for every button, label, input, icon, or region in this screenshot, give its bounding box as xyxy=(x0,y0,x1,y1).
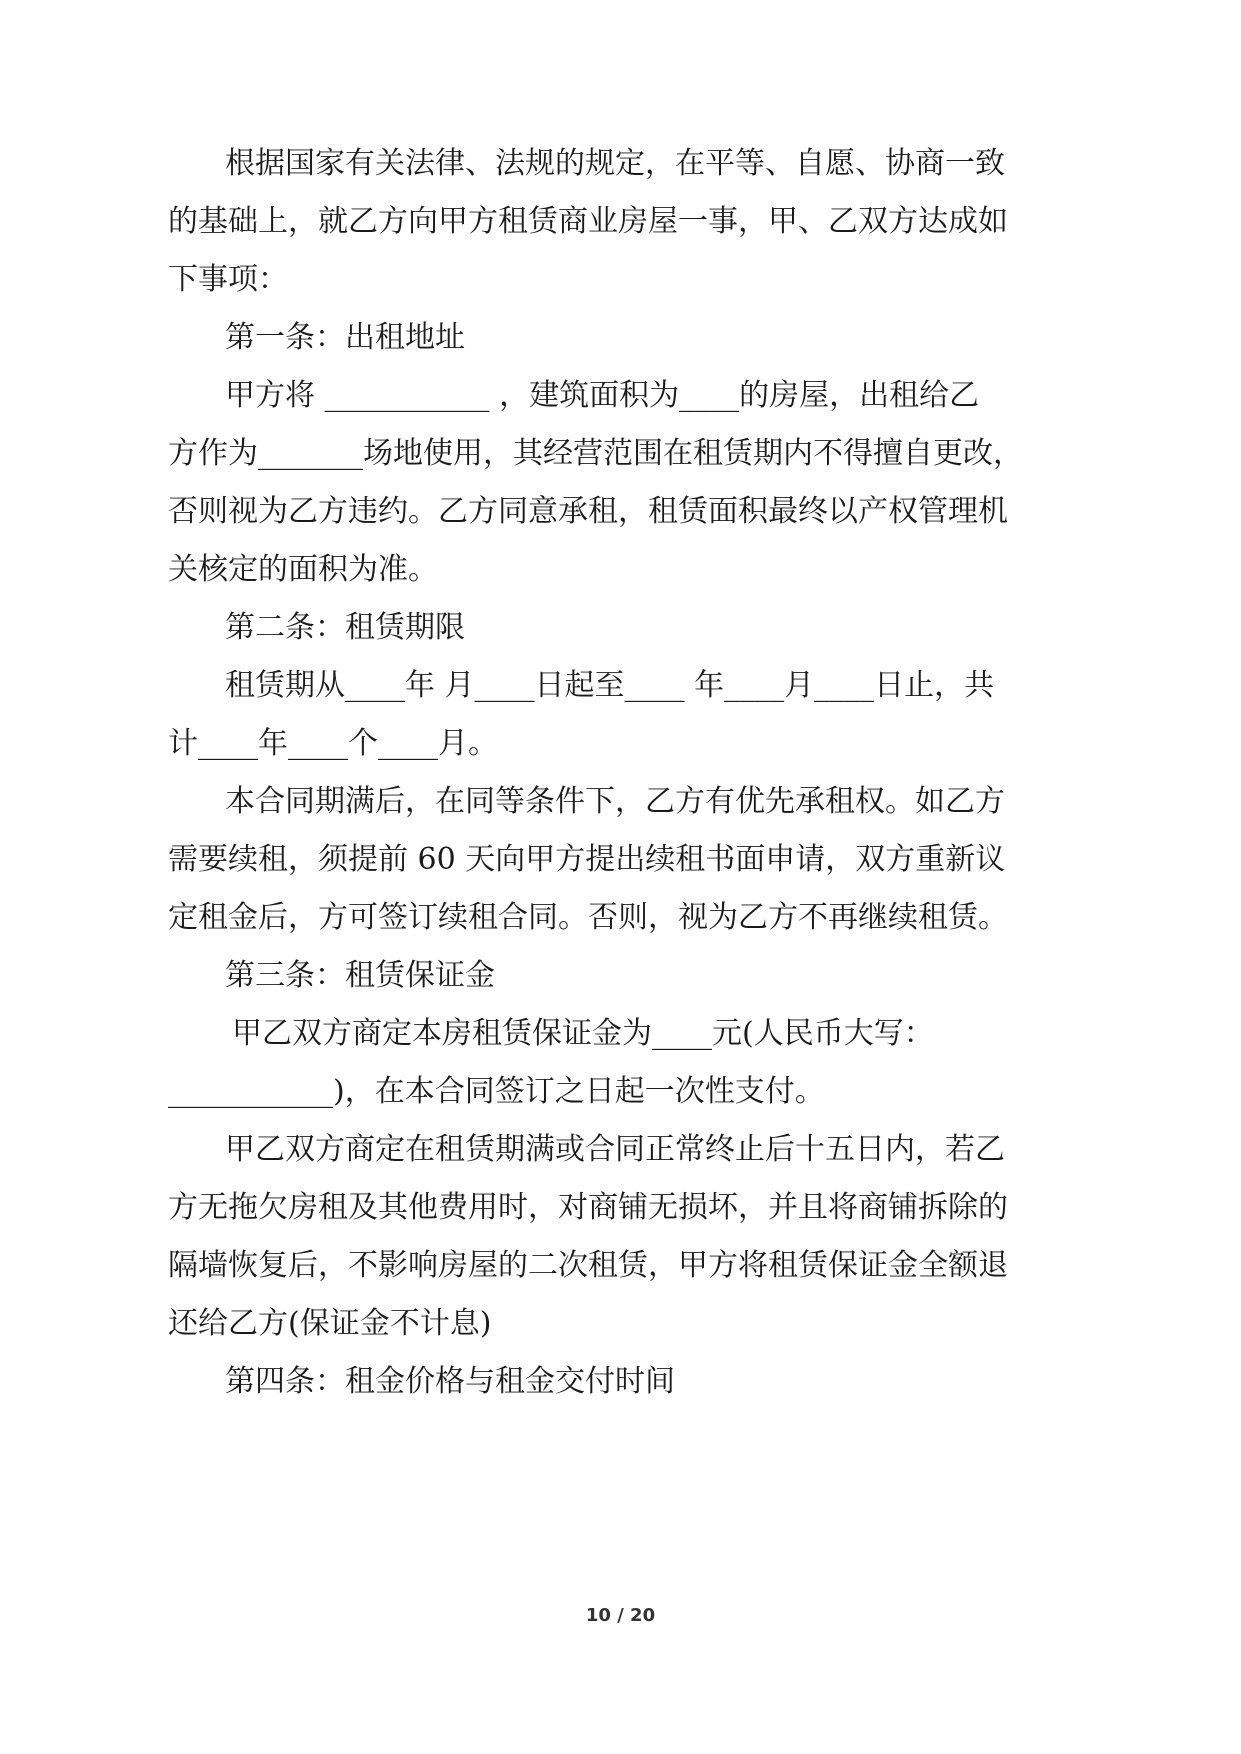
text-line: 方无拖欠房租及其他费用时，对商铺无损坏，并且将商铺拆除的 xyxy=(168,1190,1008,1225)
text-line: 需要续租，须提前 60 天向甲方提出续租书面申请，双方重新议 xyxy=(168,842,1006,877)
text-line: 计____年____个____月。 xyxy=(168,726,498,761)
text-line: 本合同期满后，在同等条件下，乙方有优先承租权。如乙方 xyxy=(225,784,1005,819)
text-line: 否则视为乙方违约。乙方同意承租，租赁面积最终以产权管理机 xyxy=(168,494,1008,529)
text-line: 甲乙双方商定在租赁期满或合同正常终止后十五日内，若乙 xyxy=(225,1132,1005,1167)
section-heading: 第四条：租金价格与租金交付时间 xyxy=(225,1364,675,1399)
text-line: 下事项： xyxy=(168,262,288,297)
section-heading: 第一条：出租地址 xyxy=(225,320,465,355)
text-line: 方作为_______场地使用，其经营范围在租赁期内不得擅自更改， xyxy=(168,436,1023,471)
text-line: ___________)，在本合同签订之日起一次性支付。 xyxy=(168,1074,825,1109)
text-line: 的基础上，就乙方向甲方租赁商业房屋一事，甲、乙双方达成如 xyxy=(168,204,1008,239)
text-line: 关核定的面积为准。 xyxy=(168,552,438,587)
text-line: 甲方将 ___________ ，建筑面积为____的房屋，出租给乙 xyxy=(225,378,980,413)
page-number: 10 / 20 xyxy=(585,1605,656,1626)
section-heading: 第二条：租赁期限 xyxy=(225,610,465,645)
text-line: 定租金后，方可签订续租合同。否则，视为乙方不再继续租赁。 xyxy=(168,900,1008,935)
section-heading: 第三条：租赁保证金 xyxy=(225,958,495,993)
text-line: 还给乙方(保证金不计息) xyxy=(168,1306,492,1341)
text-line: 根据国家有关法律、法规的规定，在平等、自愿、协商一致 xyxy=(225,146,1005,181)
text-line: 隔墙恢复后，不影响房屋的二次租赁，甲方将租赁保证金全额退 xyxy=(168,1248,1008,1283)
text-line: 甲乙双方商定本房租赁保证金为____元(人民币大写： xyxy=(232,1016,934,1051)
text-line: 租赁期从____年 月____日起至____ 年____月____日止，共 xyxy=(225,668,995,703)
